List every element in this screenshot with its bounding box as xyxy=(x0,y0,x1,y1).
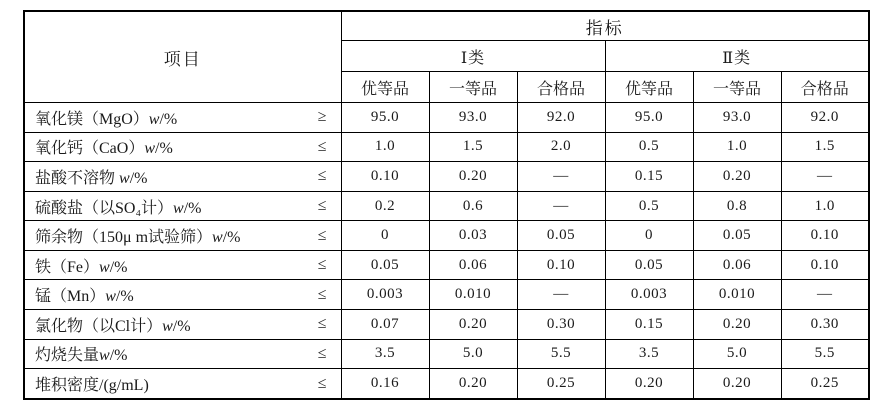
value-cell: 93.0 xyxy=(693,103,781,133)
row-label-wrap xyxy=(25,106,341,129)
value-cell: 5.0 xyxy=(429,339,517,369)
row-label-cell xyxy=(24,310,341,340)
grade-header-cell: 合格品 xyxy=(781,72,869,103)
unit-rest: /% xyxy=(115,288,134,306)
value-cell: 0.06 xyxy=(429,250,517,280)
unit-variable: w xyxy=(212,229,223,247)
unit-rest: /% xyxy=(129,169,148,187)
row-label-wrap xyxy=(25,372,341,395)
item-header-cell: 项目 xyxy=(24,11,341,103)
row-name: 氧化钙（CaO） xyxy=(35,140,145,158)
unit-variable: w xyxy=(148,110,160,128)
relation-symbol: ≤ xyxy=(317,256,327,274)
row-label-wrap xyxy=(25,283,341,306)
row-name: 灼烧失量 xyxy=(35,347,100,365)
value-cell: 0.07 xyxy=(341,310,429,340)
grade-header-cell: 优等品 xyxy=(605,72,693,103)
value-cell: 0.05 xyxy=(605,250,693,280)
relation-symbol: ≤ xyxy=(317,374,327,392)
row-label-text xyxy=(35,254,127,277)
value-cell: 3.5 xyxy=(605,339,693,369)
value-cell: 0.2 xyxy=(341,191,429,221)
relation-symbol: ≤ xyxy=(317,285,327,303)
table-row xyxy=(24,191,869,221)
indicator-header-cell: 指标 xyxy=(341,11,869,41)
value-cell: 95.0 xyxy=(341,103,429,133)
value-cell: 0.16 xyxy=(341,369,429,399)
row-label-text xyxy=(35,313,191,336)
row-label-cell xyxy=(24,369,341,399)
row-label-text xyxy=(35,342,127,365)
value-cell: 0.20 xyxy=(429,310,517,340)
value-cell: 0.20 xyxy=(605,369,693,399)
relation-symbol: ≤ xyxy=(317,137,327,155)
value-cell: 5.5 xyxy=(517,339,605,369)
class-1-header-cell: Ⅰ类 xyxy=(341,41,605,72)
row-label-cell xyxy=(24,191,341,221)
row-label-text xyxy=(35,372,149,395)
unit-variable: w xyxy=(99,347,110,365)
row-name: 堆积密度/(g/mL) xyxy=(35,377,149,395)
unit-variable: w xyxy=(105,288,116,306)
table-row xyxy=(24,280,869,310)
relation-symbol: ≤ xyxy=(317,167,327,185)
row-name: 盐酸不溶物 xyxy=(35,169,120,187)
row-name: 氧化镁（MgO） xyxy=(35,110,149,128)
grade-header-cell: 合格品 xyxy=(517,72,605,103)
row-name: 硫酸盐（以SO₄计） xyxy=(35,199,174,217)
relation-symbol: ≤ xyxy=(317,197,327,215)
row-label-cell xyxy=(24,221,341,251)
row-label-text xyxy=(35,135,173,158)
unit-rest: /% xyxy=(159,110,178,128)
value-cell: 0.8 xyxy=(693,191,781,221)
value-cell: — xyxy=(517,280,605,310)
table-row xyxy=(24,221,869,251)
row-name: 铁（Fe） xyxy=(35,258,100,276)
value-cell: 0.20 xyxy=(693,310,781,340)
table-row xyxy=(24,103,869,133)
value-cell: 0.15 xyxy=(605,310,693,340)
table-row xyxy=(24,339,869,369)
grade-header-cell: 优等品 xyxy=(341,72,429,103)
relation-symbol: ≤ xyxy=(317,344,327,362)
value-cell: 0.05 xyxy=(693,221,781,251)
row-label-wrap xyxy=(25,135,341,158)
value-cell: 0.20 xyxy=(429,162,517,192)
value-cell: 1.5 xyxy=(429,132,517,162)
unit-rest: /% xyxy=(109,258,128,276)
value-cell: 0 xyxy=(341,221,429,251)
spec-table xyxy=(23,10,870,400)
value-cell: 1.0 xyxy=(341,132,429,162)
unit-variable: w xyxy=(162,317,173,335)
table-row xyxy=(24,369,869,399)
value-cell: 0.10 xyxy=(781,250,869,280)
row-label-cell xyxy=(24,103,341,133)
row-label-text xyxy=(35,195,202,218)
value-cell: 0.003 xyxy=(341,280,429,310)
row-name: 锰（Mn） xyxy=(35,288,106,306)
value-cell: 0.5 xyxy=(605,191,693,221)
value-cell: 0.30 xyxy=(517,310,605,340)
row-label-text xyxy=(35,165,147,188)
value-cell: 0.5 xyxy=(605,132,693,162)
value-cell: 0.6 xyxy=(429,191,517,221)
value-cell: — xyxy=(517,162,605,192)
row-label-text xyxy=(35,106,177,129)
value-cell: 0.003 xyxy=(605,280,693,310)
value-cell: 1.5 xyxy=(781,132,869,162)
grade-header-cell: 一等品 xyxy=(693,72,781,103)
value-cell: 0 xyxy=(605,221,693,251)
value-cell: — xyxy=(781,162,869,192)
table-row xyxy=(24,162,869,192)
unit-variable: w xyxy=(119,169,130,187)
value-cell: 3.5 xyxy=(341,339,429,369)
value-cell: 0.06 xyxy=(693,250,781,280)
row-label-cell xyxy=(24,132,341,162)
grade-header-cell: 一等品 xyxy=(429,72,517,103)
row-label-wrap xyxy=(25,313,341,336)
value-cell: 0.10 xyxy=(781,221,869,251)
value-cell: 0.20 xyxy=(429,369,517,399)
row-name: 筛余物（150μ m试验筛） xyxy=(35,229,213,247)
relation-symbol: ≥ xyxy=(317,108,327,126)
value-cell: 0.30 xyxy=(781,310,869,340)
value-cell: 95.0 xyxy=(605,103,693,133)
unit-variable: w xyxy=(144,140,156,158)
unit-rest: /% xyxy=(155,140,173,158)
relation-symbol: ≤ xyxy=(317,226,327,244)
unit-variable: w xyxy=(99,258,110,276)
class-2-header-cell: Ⅱ类 xyxy=(605,41,869,72)
value-cell: 0.03 xyxy=(429,221,517,251)
value-cell: 1.0 xyxy=(693,132,781,162)
value-cell: 0.010 xyxy=(693,280,781,310)
table-row xyxy=(24,250,869,280)
unit-variable: w xyxy=(173,199,184,217)
value-cell: 5.5 xyxy=(781,339,869,369)
value-cell: 0.25 xyxy=(517,369,605,399)
table-row xyxy=(24,310,869,340)
row-label-cell xyxy=(24,339,341,369)
value-cell: 0.05 xyxy=(341,250,429,280)
header-row-indicator xyxy=(24,11,869,41)
value-cell: 0.010 xyxy=(429,280,517,310)
row-label-text xyxy=(35,224,240,247)
value-cell: 5.0 xyxy=(693,339,781,369)
row-label-cell xyxy=(24,280,341,310)
row-label-text xyxy=(35,283,134,306)
unit-rest: /% xyxy=(183,199,202,217)
value-cell: — xyxy=(517,191,605,221)
value-cell: 0.10 xyxy=(341,162,429,192)
row-label-wrap xyxy=(25,342,341,365)
unit-rest: /% xyxy=(172,317,191,335)
spec-table-body xyxy=(24,103,869,400)
value-cell: 0.05 xyxy=(517,221,605,251)
value-cell: 0.10 xyxy=(517,250,605,280)
value-cell: 93.0 xyxy=(429,103,517,133)
unit-rest: /% xyxy=(222,229,241,247)
relation-symbol: ≤ xyxy=(317,315,327,333)
value-cell: 0.20 xyxy=(693,162,781,192)
value-cell: 0.25 xyxy=(781,369,869,399)
row-label-cell xyxy=(24,162,341,192)
row-label-wrap xyxy=(25,195,341,218)
row-name: 氯化物（以Cl计） xyxy=(35,317,163,335)
value-cell: 2.0 xyxy=(517,132,605,162)
row-label-wrap xyxy=(25,254,341,277)
row-label-cell xyxy=(24,250,341,280)
row-label-wrap xyxy=(25,224,341,247)
table-row xyxy=(24,132,869,162)
value-cell: 92.0 xyxy=(781,103,869,133)
value-cell: 0.20 xyxy=(693,369,781,399)
value-cell: — xyxy=(781,280,869,310)
unit-rest: /% xyxy=(109,347,128,365)
value-cell: 92.0 xyxy=(517,103,605,133)
row-label-wrap xyxy=(25,165,341,188)
value-cell: 0.15 xyxy=(605,162,693,192)
value-cell: 1.0 xyxy=(781,191,869,221)
